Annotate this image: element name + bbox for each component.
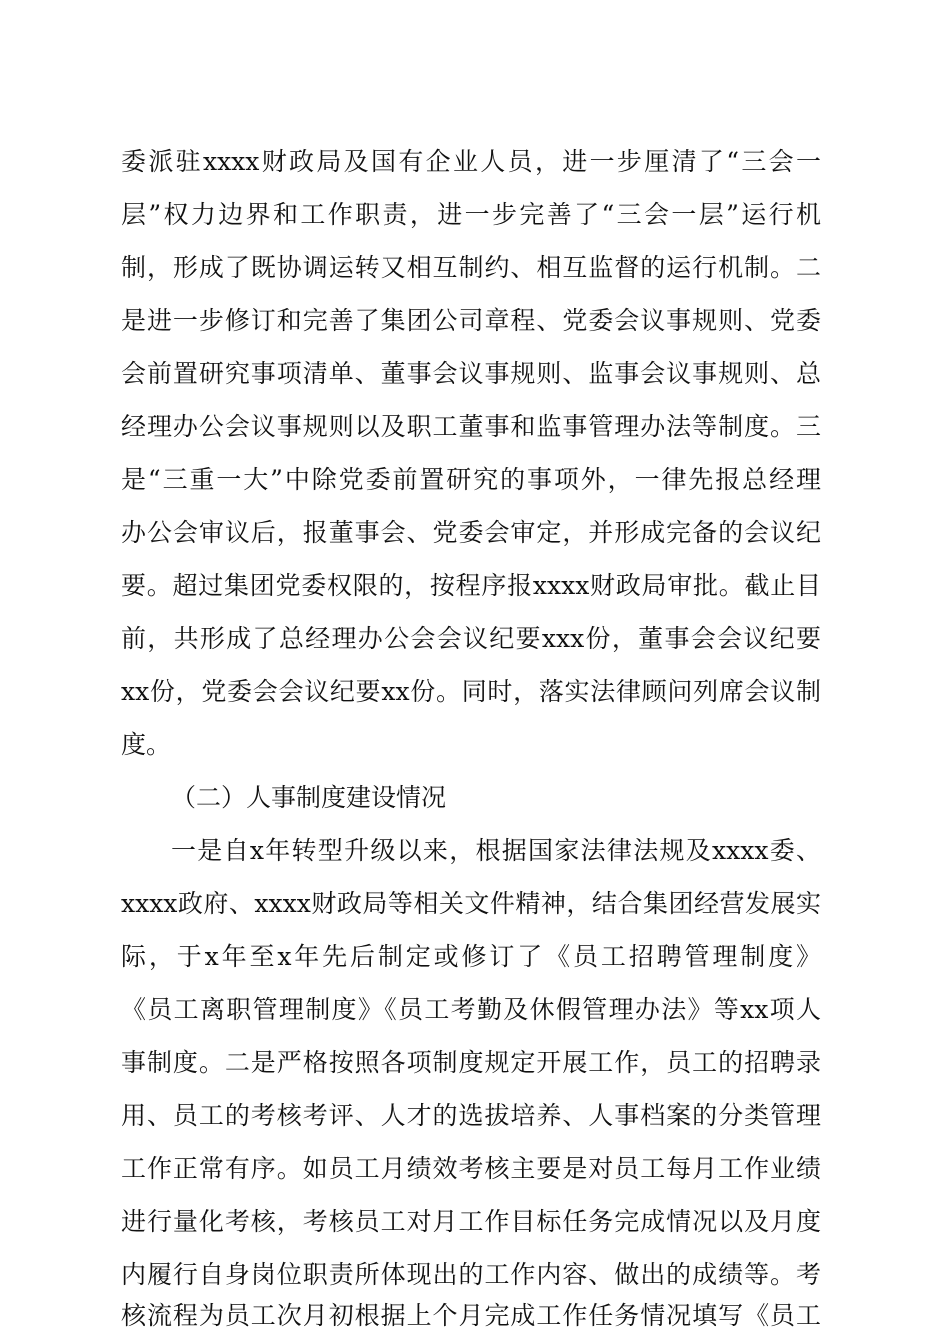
paragraph-2-line-6: 用、员工的考核考评、人才的选拔培养、人事档案的分类管理: [121, 1101, 821, 1130]
paragraph-2-line-4: 《员工离职管理制度》《员工考勤及休假管理办法》等xx项人: [121, 995, 821, 1024]
paragraph-2-line-7: 工作正常有序。如员工月绩效考核主要是对员工每月工作业绩: [121, 1154, 821, 1183]
paragraph-2-line-9: 内履行自身岗位职责所体现出的工作内容、做出的成绩等。考: [121, 1260, 821, 1289]
section-heading: （二）人事制度建设情况: [171, 783, 447, 812]
paragraph-1-line-8: 办公会审议后，报董事会、党委会审定，并形成完备的会议纪: [121, 518, 821, 547]
paragraph-1-line-5: 会前置研究事项清单、董事会议事规则、监事会议事规则、总: [121, 359, 821, 388]
paragraph-2-line-5: 事制度。二是严格按照各项制度规定开展工作，员工的招聘录: [121, 1048, 821, 1077]
paragraph-1-line-11: xx份，党委会会议纪要xx份。同时，落实法律顾问列席会议制: [121, 677, 821, 706]
paragraph-2-line-2: xxxx政府、xxxx财政局等相关文件精神，结合集团经营发展实: [121, 889, 821, 918]
paragraph-1-line-10: 前，共形成了总经理办公会会议纪要xxx份，董事会会议纪要: [121, 624, 821, 653]
paragraph-1-line-1: 委派驻xxxx财政局及国有企业人员，进一步厘清了“三会一: [121, 147, 821, 176]
paragraph-1-line-3: 制，形成了既协调运转又相互制约、相互监督的运行机制。二: [121, 253, 821, 282]
paragraph-2-line-10: 核流程为员工次月初根据上个月完成工作任务情况填写《员工: [121, 1301, 821, 1330]
paragraph-1-line-2: 层”权力边界和工作职责，进一步完善了“三会一层”运行机: [121, 200, 821, 229]
paragraph-2-line-8: 进行量化考核，考核员工对月工作目标任务完成情况以及月度: [121, 1207, 821, 1236]
paragraph-1-line-12: 度。: [121, 730, 172, 759]
paragraph-2-line-3: 际，于x年至x年先后制定或修订了《员工招聘管理制度》: [121, 942, 821, 971]
paragraph-2-line-1: 一是自x年转型升级以来，根据国家法律法规及xxxx委、: [171, 836, 821, 865]
paragraph-1-line-6: 经理办公会议事规则以及职工董事和监事管理办法等制度。三: [121, 412, 821, 441]
paragraph-1-line-7: 是“三重一大”中除党委前置研究的事项外，一律先报总经理: [121, 465, 821, 494]
paragraph-1-line-9: 要。超过集团党委权限的，按程序报xxxx财政局审批。截止目: [121, 571, 821, 600]
paragraph-1-line-4: 是进一步修订和完善了集团公司章程、党委会议事规则、党委: [121, 306, 821, 335]
